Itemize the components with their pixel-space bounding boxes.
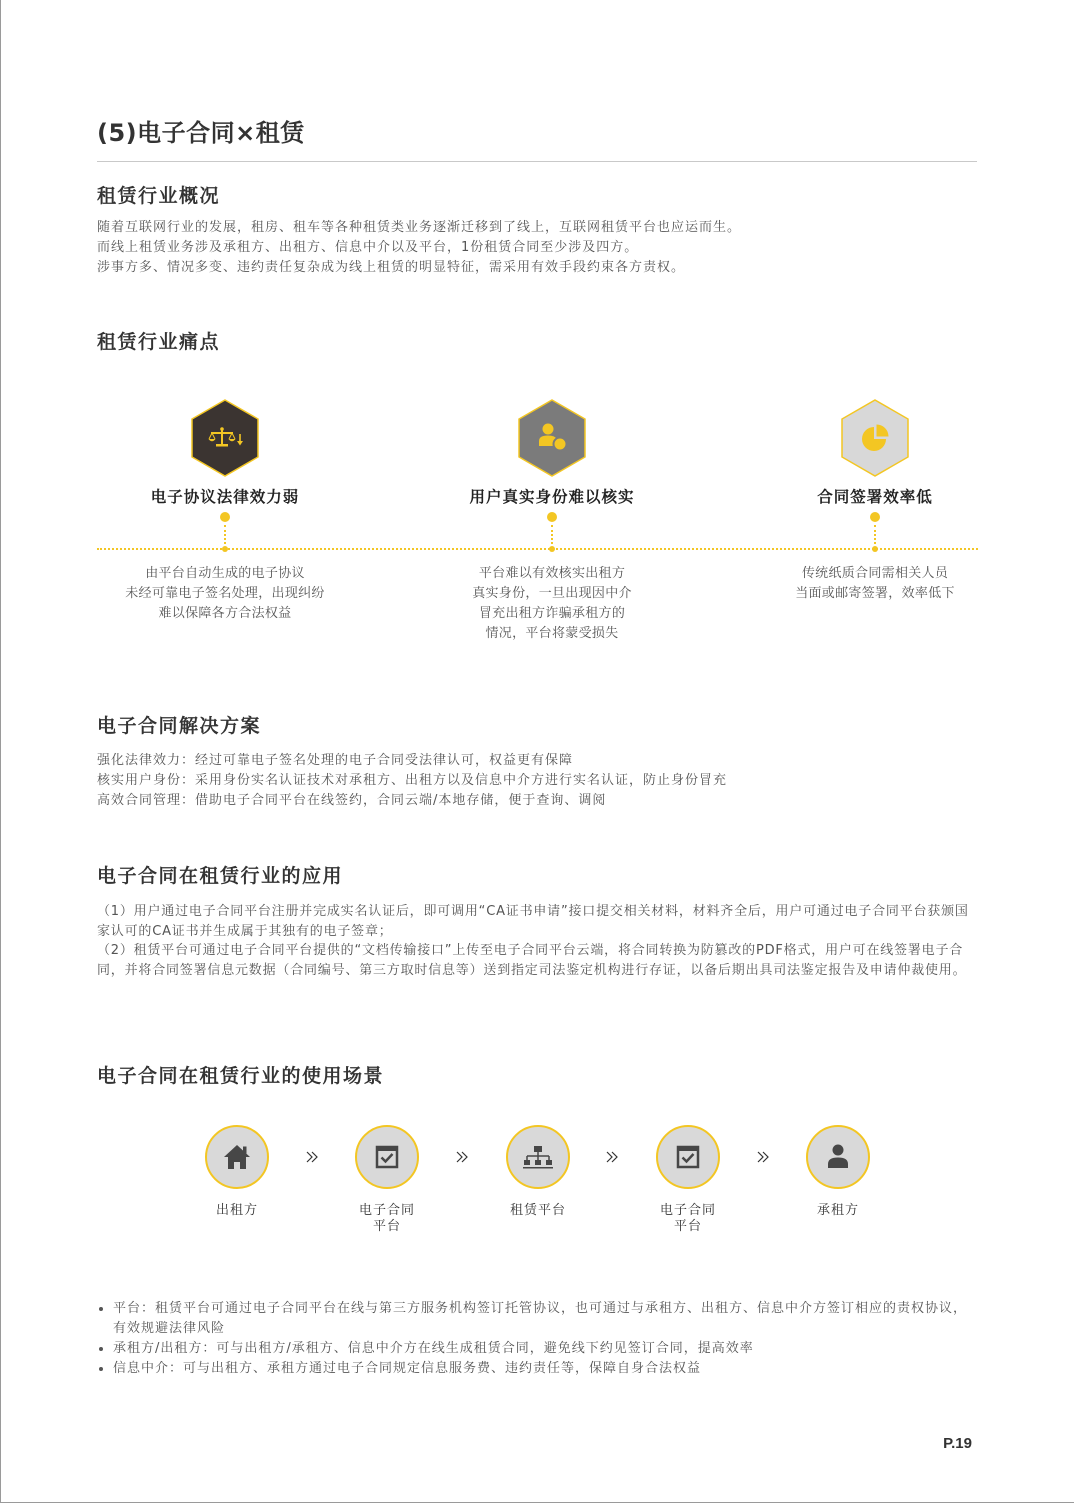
pain-hexagon-legal [189, 398, 261, 478]
description-line: 平台难以有效核实出租方 [478, 566, 626, 581]
page-edge-left [0, 0, 1, 1503]
list-item [97, 1339, 967, 1359]
scenario-step-lessor [177, 1122, 297, 1242]
step-label-line: 承租方 [816, 1203, 859, 1218]
step-label [478, 1203, 598, 1219]
description-line: 由平台自动生成的电子协议 [145, 566, 305, 581]
timeline-connector [551, 525, 553, 544]
page-number: P.19 [943, 1435, 972, 1452]
title-divider [97, 161, 977, 162]
step-label-line: 租赁平台 [509, 1203, 566, 1218]
step-label-line: 出租方 [215, 1203, 258, 1218]
step-label-line: 电子合同 [659, 1203, 716, 1218]
double-chevron-right-icon [304, 1149, 320, 1165]
scenario-step-lessee [778, 1122, 898, 1242]
timeline-node [549, 546, 555, 552]
page-title: (5)电子合同×租赁 [97, 119, 305, 147]
scenario-step-econtract-platform-2 [628, 1122, 748, 1242]
pain-point-title: 电子协议法律效力弱 [150, 488, 300, 506]
overview-line: 而线上租赁业务涉及承租方、出租方、信息中介以及平台，1份租赁合同至少涉及四方。 [97, 240, 639, 255]
pain-point-title: 合同签署效率低 [817, 488, 933, 506]
timeline-node [872, 546, 878, 552]
pain-hexagon-efficiency [839, 398, 911, 478]
description-line: 传统纸质合同需相关人员 [801, 566, 949, 581]
pain-point-efficiency [725, 398, 1025, 658]
list-item-continuation [97, 1319, 967, 1339]
application-heading: 电子合同在租赁行业的应用 [97, 865, 344, 887]
pain-point-identity [402, 398, 702, 658]
step-badge [803, 1122, 873, 1192]
overview-paragraph [97, 218, 741, 278]
page-edge-bottom [0, 1502, 1074, 1503]
list-item-text: 信息中介：可与出租方、承租方通过电子合同规定信息服务费、违约责任等，保障自身合法权益 [113, 1361, 702, 1376]
step-label [628, 1203, 748, 1235]
pain-hexagon-identity [516, 398, 588, 478]
step-badge [352, 1122, 422, 1192]
pain-point-description [402, 564, 702, 644]
pain-points-heading: 租赁行业痛点 [97, 331, 221, 353]
role-notes-list [97, 1299, 967, 1379]
timeline-dot [220, 512, 230, 522]
solutions-heading: 电子合同解决方案 [97, 715, 262, 737]
step-label [778, 1203, 898, 1219]
description-line: 未经可靠电子签名处理，出现纠纷 [125, 586, 325, 601]
list-item-text: 承租方/出租方：可与出租方/承租方、信息中介方在线生成租赁合同，避免线下约见签订合同，提高效率 [113, 1341, 754, 1356]
double-chevron-right-icon [604, 1149, 620, 1165]
bullet [99, 1307, 103, 1311]
pain-point-description [725, 564, 1025, 604]
step-badge [202, 1122, 272, 1192]
overview-heading: 租赁行业概况 [97, 185, 221, 207]
step-label-line: 平台 [673, 1219, 702, 1234]
double-chevron-right-icon [454, 1149, 470, 1165]
step-label [327, 1203, 447, 1235]
timeline-connector [874, 525, 876, 544]
list-item-text: 平台：租赁平台可通过电子合同平台在线与第三方服务机构签订托管协议，也可通过与承租方、出租方、信息中介方签订相应的责权协议， [113, 1301, 968, 1316]
pain-point-title: 用户真实身份难以核实 [469, 488, 635, 506]
scenario-heading: 电子合同在租赁行业的使用场景 [97, 1065, 385, 1087]
description-line: 情况，平台将蒙受损失 [485, 626, 619, 641]
application-line: 家认可的CA证书并生成属于其独有的电子签章； [97, 923, 393, 939]
double-chevron-right-icon [755, 1149, 771, 1165]
timeline-connector [224, 525, 226, 544]
pain-point-legal [75, 398, 375, 658]
step-badge [653, 1122, 723, 1192]
application-line: （2）租赁平台可通过电子合同平台提供的“文档传输接口”上传至电子合同平台云端，将合同转换为防篡改的PDF格式，用户可在线签署电子合 [97, 943, 964, 959]
bullet [99, 1347, 103, 1351]
overview-line: 涉事方多、情况多变、违约责任复杂成为线上租赁的明显特征，需采用有效手段约束各方责权。 [97, 260, 686, 275]
application-paragraph [97, 902, 969, 981]
timeline-dot [547, 512, 557, 522]
scenario-step-rental-platform [478, 1122, 598, 1242]
bullet [99, 1367, 103, 1371]
description-line: 冒充出租方诈骗承租方的 [478, 606, 626, 621]
list-item [97, 1359, 967, 1379]
step-label [177, 1203, 297, 1219]
list-item-text: 有效规避法律风险 [113, 1321, 226, 1336]
application-line: （1）用户通过电子合同平台注册并完成实名认证后，即可调用“CA证书申请”接口提交相关材料，材料齐全后，用户可通过电子合同平台获颁国 [97, 904, 969, 919]
timeline-node [222, 546, 228, 552]
pain-point-description [75, 564, 375, 624]
description-line: 真实身份，一旦出现因中介 [472, 586, 632, 601]
scenario-step-econtract-platform [327, 1122, 447, 1242]
description-line: 当面或邮寄签署，效率低下 [795, 586, 955, 601]
step-label-line: 平台 [372, 1219, 401, 1234]
solution-line: 强化法律效力：经过可靠电子签名处理的电子合同受法律认可，权益更有保障 [97, 753, 574, 768]
solution-line: 高效合同管理：借助电子合同平台在线签约，合同云端/本地存储，便于查询、调阅 [97, 793, 607, 808]
step-label-line: 电子合同 [358, 1203, 415, 1218]
list-item [97, 1299, 967, 1319]
solutions-list [97, 751, 727, 811]
solution-line: 核实用户身份：采用身份实名认证技术对承租方、出租方以及信息中介方进行实名认证，防止身份冒充 [97, 773, 728, 788]
application-line: 同，并将合同签署信息元数据（合同编号、第三方取时信息等）送到指定司法鉴定机构进行存证，以备后期出具司法鉴定报告及申请仲裁使用。 [97, 963, 967, 979]
timeline-dot [870, 512, 880, 522]
step-badge [503, 1122, 573, 1192]
description-line: 难以保障各方合法权益 [158, 606, 292, 621]
overview-line: 随着互联网行业的发展，租房、租车等各种租赁类业务逐渐迁移到了线上，互联网租赁平台也应运而生。 [97, 220, 742, 235]
